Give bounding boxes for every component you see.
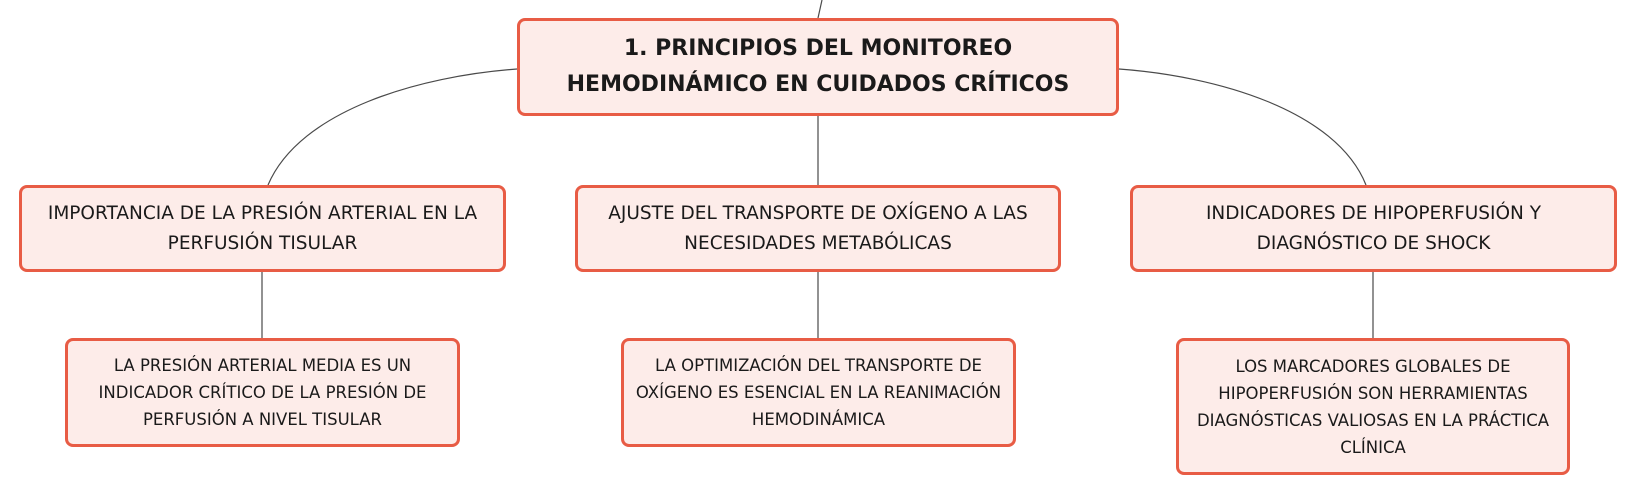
- subtopic-3-label: LOS MARCADORES GLOBALES DE HIPOPERFUSIÓN SON HERRAMIENTAS DIAGNÓSTICAS VALIOSAS EN LA PRÁCTICA CLÍNICA: [1196, 356, 1550, 457]
- subtopic-1[interactable]: [65, 338, 460, 447]
- subtopic-3[interactable]: [1176, 338, 1570, 475]
- connector-root-to-branch-1: [268, 69, 517, 185]
- root-topic-label: 1. PRINCIPIOS DEL MONITOREO HEMODINÁMICO EN CUIDADOS CRÍTICOS: [566, 36, 1070, 97]
- subtopic-2-label: LA OPTIMIZACIÓN DEL TRANSPORTE DE OXÍGENO ES ESENCIAL EN LA REANIMACIÓN HEMODINÁMICA: [635, 356, 1002, 429]
- connector-root-to-branch-3: [1119, 69, 1366, 185]
- root-topic[interactable]: [517, 18, 1119, 116]
- branch-topic-2[interactable]: [575, 185, 1061, 272]
- connector-incoming: [818, 0, 822, 18]
- branch-topic-1[interactable]: [19, 185, 506, 272]
- subtopic-1-label: LA PRESIÓN ARTERIAL MEDIA ES UN INDICADOR CRÍTICO DE LA PRESIÓN DE PERFUSIÓN A NIVEL TISULAR: [98, 356, 427, 429]
- branch-topic-3-label: INDICADORES DE HIPOPERFUSIÓN Y DIAGNÓSTICO DE SHOCK: [1205, 202, 1542, 254]
- branch-topic-2-label: AJUSTE DEL TRANSPORTE DE OXÍGENO A LAS NECESIDADES METABÓLICAS: [608, 202, 1028, 254]
- branch-topic-1-label: IMPORTANCIA DE LA PRESIÓN ARTERIAL EN LA PERFUSIÓN TISULAR: [47, 202, 478, 254]
- subtopic-2[interactable]: [621, 338, 1016, 447]
- branch-topic-3[interactable]: [1130, 185, 1617, 272]
